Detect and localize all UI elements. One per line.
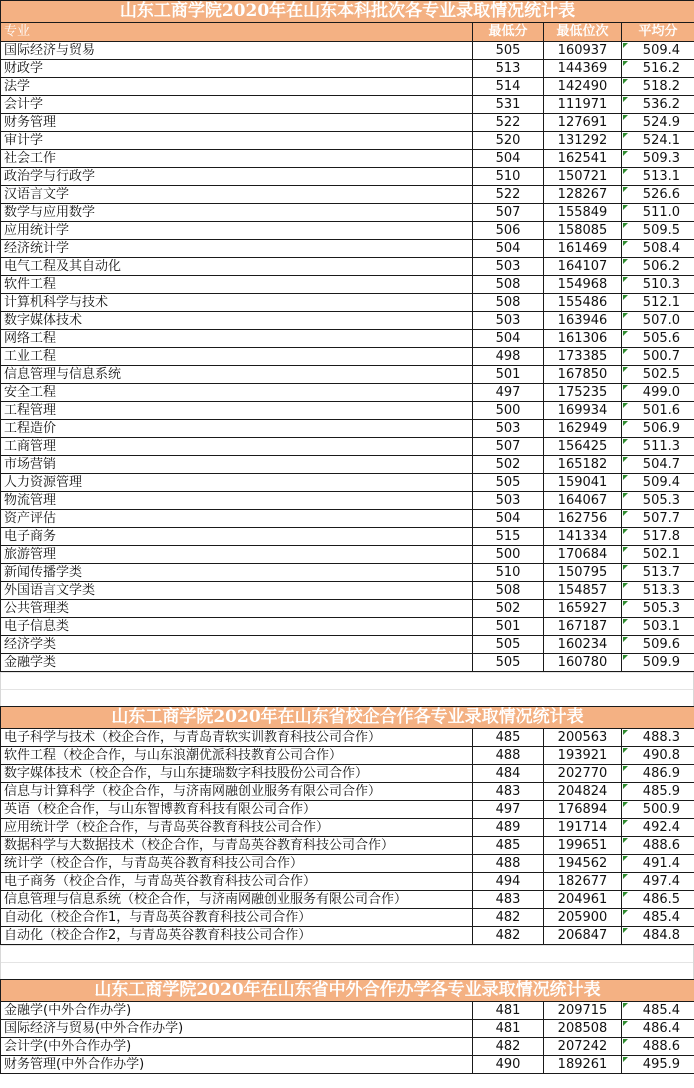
avg-score-cell[interactable]: 505.6 (622, 330, 694, 348)
table-row (1, 60, 694, 78)
table-row (1, 801, 694, 819)
table-row (1, 78, 694, 96)
major-cell[interactable]: 新闻传播学类 (1, 564, 473, 582)
avg-score-cell[interactable]: 488.3 (622, 729, 694, 747)
table-row (1, 456, 694, 474)
avg-score-cell[interactable]: 486.5 (622, 891, 694, 909)
table-title[interactable]: 山东工商学院2020年在山东本科批次各专业录取情况统计表 (1, 1, 694, 23)
min-score-cell[interactable]: 481 (473, 1020, 544, 1038)
min-rank-cell[interactable]: 207242 (544, 1038, 622, 1056)
major-cell[interactable]: 工业工程 (1, 348, 473, 366)
table-row (1, 765, 694, 783)
min-score-cell[interactable]: 513 (473, 60, 544, 78)
major-cell[interactable]: 电子信息类 (1, 618, 473, 636)
min-rank-cell[interactable]: 204824 (544, 783, 622, 801)
major-cell[interactable]: 信息管理与信息系统（校企合作，与济南网融创业服务有限公司合作） (1, 891, 473, 909)
min-score-cell[interactable]: 522 (473, 114, 544, 132)
major-cell[interactable]: 会计学 (1, 96, 473, 114)
table-title[interactable]: 山东工商学院2020年在山东省校企合作各专业录取情况统计表 (1, 707, 694, 729)
min-rank-cell[interactable]: 204961 (544, 891, 622, 909)
table-row (1, 510, 694, 528)
major-cell[interactable]: 网络工程 (1, 330, 473, 348)
major-cell[interactable]: 财政学 (1, 60, 473, 78)
avg-score-cell[interactable]: 502.1 (622, 546, 694, 564)
avg-score-cell[interactable]: 485.4 (622, 909, 694, 927)
min-rank-cell[interactable]: 200563 (544, 729, 622, 747)
min-rank-cell[interactable]: 161469 (544, 240, 622, 258)
major-cell[interactable]: 旅游管理 (1, 546, 473, 564)
min-score-cell[interactable]: 498 (473, 348, 544, 366)
table-row (1, 294, 694, 312)
min-score-cell[interactable]: 501 (473, 366, 544, 384)
min-score-cell[interactable]: 514 (473, 78, 544, 96)
table-row (1, 636, 694, 654)
min-score-cell[interactable]: 502 (473, 456, 544, 474)
major-cell[interactable]: 数字媒体技术 (1, 312, 473, 330)
min-score-cell[interactable]: 485 (473, 729, 544, 747)
table-row (1, 258, 694, 276)
table-title-row (1, 1, 694, 23)
major-cell[interactable]: 资产评估 (1, 510, 473, 528)
table-row (1, 42, 694, 60)
avg-score-cell[interactable]: 508.4 (622, 240, 694, 258)
min-score-cell[interactable]: 505 (473, 654, 544, 672)
min-rank-cell[interactable]: 202770 (544, 765, 622, 783)
min-rank-cell[interactable]: 162949 (544, 420, 622, 438)
avg-score-cell[interactable]: 488.6 (622, 837, 694, 855)
avg-score-cell[interactable]: 518.2 (622, 78, 694, 96)
avg-score-cell[interactable]: 497.4 (622, 873, 694, 891)
avg-score-cell[interactable]: 505.3 (622, 600, 694, 618)
min-score-cell[interactable]: 503 (473, 312, 544, 330)
min-rank-cell[interactable]: 162756 (544, 510, 622, 528)
min-rank-cell[interactable]: 154857 (544, 582, 622, 600)
min-rank-cell[interactable]: 161306 (544, 330, 622, 348)
avg-score-cell[interactable]: 503.1 (622, 618, 694, 636)
avg-score-cell[interactable]: 516.2 (622, 60, 694, 78)
min-score-cell[interactable]: 504 (473, 240, 544, 258)
avg-score-cell[interactable]: 502.5 (622, 366, 694, 384)
min-rank-cell[interactable]: 111971 (544, 96, 622, 114)
avg-score-cell[interactable]: 485.9 (622, 783, 694, 801)
table-row (1, 855, 694, 873)
table-row (1, 1020, 694, 1038)
min-rank-cell[interactable]: 167187 (544, 618, 622, 636)
avg-score-cell[interactable]: 509.3 (622, 150, 694, 168)
table-row (1, 546, 694, 564)
avg-score-cell[interactable]: 499.0 (622, 384, 694, 402)
major-cell[interactable]: 财务管理 (1, 114, 473, 132)
major-cell[interactable]: 计算机科学与技术 (1, 294, 473, 312)
avg-score-cell[interactable]: 513.3 (622, 582, 694, 600)
table-row (1, 1002, 694, 1020)
avg-score-cell[interactable]: 484.8 (622, 927, 694, 945)
min-rank-cell[interactable]: 128267 (544, 186, 622, 204)
table-row (1, 312, 694, 330)
min-score-cell[interactable]: 504 (473, 150, 544, 168)
min-score-cell[interactable]: 531 (473, 96, 544, 114)
avg-score-cell[interactable]: 492.4 (622, 819, 694, 837)
min-rank-cell[interactable]: 165927 (544, 600, 622, 618)
min-rank-cell[interactable]: 199651 (544, 837, 622, 855)
avg-score-cell[interactable]: 507.0 (622, 312, 694, 330)
table-row (1, 366, 694, 384)
table-row (1, 330, 694, 348)
table-row (1, 114, 694, 132)
table-row (1, 729, 694, 747)
table-row (1, 474, 694, 492)
min-rank-cell[interactable]: 194562 (544, 855, 622, 873)
avg-score-cell[interactable]: 500.7 (622, 348, 694, 366)
major-cell[interactable]: 软件工程 (1, 276, 473, 294)
min-score-cell[interactable]: 508 (473, 294, 544, 312)
min-score-cell[interactable]: 522 (473, 186, 544, 204)
min-rank-cell[interactable]: 193921 (544, 747, 622, 765)
avg-score-cell[interactable]: 507.7 (622, 510, 694, 528)
avg-score-cell[interactable]: 504.7 (622, 456, 694, 474)
min-rank-cell[interactable]: 162541 (544, 150, 622, 168)
table-row (1, 654, 694, 672)
min-score-cell[interactable]: 503 (473, 258, 544, 276)
avg-score-cell[interactable]: 512.1 (622, 294, 694, 312)
min-score-cell[interactable]: 510 (473, 564, 544, 582)
table-row (1, 204, 694, 222)
major-cell[interactable]: 金融学类 (1, 654, 473, 672)
table-row (1, 384, 694, 402)
min-rank-cell[interactable]: 160234 (544, 636, 622, 654)
major-cell[interactable]: 法学 (1, 78, 473, 96)
avg-score-cell[interactable]: 524.1 (622, 132, 694, 150)
avg-score-cell[interactable]: 524.9 (622, 114, 694, 132)
min-score-cell[interactable]: 497 (473, 384, 544, 402)
min-rank-cell[interactable]: 191714 (544, 819, 622, 837)
table-row (1, 564, 694, 582)
major-cell[interactable]: 金融学(中外合作办学) (1, 1002, 473, 1020)
min-rank-cell[interactable]: 173385 (544, 348, 622, 366)
major-cell[interactable]: 社会工作 (1, 150, 473, 168)
min-rank-cell[interactable]: 150795 (544, 564, 622, 582)
table-title-row (1, 707, 694, 729)
major-cell[interactable]: 软件工程（校企合作，与山东浪潮优派科技教育公司合作） (1, 747, 473, 765)
table-title[interactable]: 山东工商学院2020年在山东省中外合作办学各专业录取情况统计表 (1, 980, 694, 1002)
min-score-cell[interactable]: 488 (473, 747, 544, 765)
table-row (1, 348, 694, 366)
min-score-cell[interactable]: 489 (473, 819, 544, 837)
major-cell[interactable]: 汉语言文学 (1, 186, 473, 204)
avg-score-cell[interactable]: 485.4 (622, 1002, 694, 1020)
table-row (1, 1056, 694, 1074)
min-rank-cell[interactable]: 169934 (544, 402, 622, 420)
avg-score-cell[interactable]: 511.3 (622, 438, 694, 456)
table-row (1, 819, 694, 837)
min-rank-cell[interactable]: 160780 (544, 654, 622, 672)
avg-score-cell[interactable]: 526.6 (622, 186, 694, 204)
major-cell[interactable]: 物流管理 (1, 492, 473, 510)
major-cell[interactable]: 数学与应用数学 (1, 204, 473, 222)
min-score-cell[interactable]: 482 (473, 927, 544, 945)
major-cell[interactable]: 英语（校企合作，与山东智博教育科技有限公司合作） (1, 801, 473, 819)
min-score-cell[interactable]: 503 (473, 492, 544, 510)
major-cell[interactable]: 数据科学与大数据技术（校企合作，与青岛英谷教育科技公司合作） (1, 837, 473, 855)
min-score-cell[interactable]: 507 (473, 438, 544, 456)
major-cell[interactable]: 国际经济与贸易 (1, 42, 473, 60)
min-rank-cell[interactable]: 209715 (544, 1002, 622, 1020)
min-rank-cell[interactable]: 160937 (544, 42, 622, 60)
min-rank-cell[interactable]: 141334 (544, 528, 622, 546)
avg-score-cell[interactable]: 509.4 (622, 42, 694, 60)
min-score-cell[interactable]: 481 (473, 1002, 544, 1020)
min-rank-cell[interactable]: 208508 (544, 1020, 622, 1038)
table-row (1, 873, 694, 891)
major-cell[interactable]: 电子商务 (1, 528, 473, 546)
min-score-cell[interactable]: 505 (473, 636, 544, 654)
table-row (1, 240, 694, 258)
major-cell[interactable]: 工程造价 (1, 420, 473, 438)
min-score-cell[interactable]: 503 (473, 420, 544, 438)
major-cell[interactable]: 应用统计学 (1, 222, 473, 240)
avg-score-cell[interactable]: 500.9 (622, 801, 694, 819)
table-row (1, 150, 694, 168)
min-rank-cell[interactable]: 144369 (544, 60, 622, 78)
major-cell[interactable]: 经济统计学 (1, 240, 473, 258)
avg-score-cell[interactable]: 491.4 (622, 855, 694, 873)
major-cell[interactable]: 统计学（校企合作，与青岛英谷教育科技公司合作） (1, 855, 473, 873)
avg-score-cell[interactable]: 517.8 (622, 528, 694, 546)
min-score-cell[interactable]: 483 (473, 891, 544, 909)
major-cell[interactable]: 政治学与行政学 (1, 168, 473, 186)
major-cell[interactable]: 审计学 (1, 132, 473, 150)
major-cell[interactable]: 信息管理与信息系统 (1, 366, 473, 384)
table-coop (0, 706, 694, 945)
min-rank-cell[interactable]: 175235 (544, 384, 622, 402)
min-rank-cell[interactable]: 156425 (544, 438, 622, 456)
avg-score-cell[interactable]: 501.6 (622, 402, 694, 420)
min-score-cell[interactable]: 482 (473, 1038, 544, 1056)
table-title-row (1, 980, 694, 1002)
min-score-cell[interactable]: 483 (473, 783, 544, 801)
table-row (1, 438, 694, 456)
table-row (1, 276, 694, 294)
blank-rows (0, 672, 694, 706)
major-cell[interactable]: 自动化（校企合作1，与青岛英谷教育科技公司合作） (1, 909, 473, 927)
table-row (1, 222, 694, 240)
major-cell[interactable]: 信息与计算科学（校企合作，与济南网融创业服务有限公司合作） (1, 783, 473, 801)
avg-score-cell[interactable]: 509.5 (622, 222, 694, 240)
avg-score-cell[interactable]: 506.9 (622, 420, 694, 438)
major-cell[interactable]: 工程管理 (1, 402, 473, 420)
min-rank-cell[interactable]: 131292 (544, 132, 622, 150)
header-row (1, 23, 694, 42)
min-score-cell[interactable]: 490 (473, 1056, 544, 1074)
min-rank-cell[interactable]: 164067 (544, 492, 622, 510)
major-cell[interactable]: 电子商务（校企合作，与青岛英谷教育科技公司合作） (1, 873, 473, 891)
table-row (1, 528, 694, 546)
table-row (1, 837, 694, 855)
avg-score-cell[interactable]: 509.9 (622, 654, 694, 672)
major-cell[interactable]: 外国语言文学类 (1, 582, 473, 600)
table-row (1, 132, 694, 150)
avg-score-cell[interactable]: 509.6 (622, 636, 694, 654)
min-score-cell[interactable]: 502 (473, 600, 544, 618)
table-row (1, 891, 694, 909)
table-row (1, 927, 694, 945)
min-score-cell[interactable]: 488 (473, 855, 544, 873)
min-rank-cell[interactable]: 155849 (544, 204, 622, 222)
min-rank-cell[interactable]: 155486 (544, 294, 622, 312)
major-cell[interactable]: 工商管理 (1, 438, 473, 456)
table-row (1, 747, 694, 765)
major-cell[interactable]: 市场营销 (1, 456, 473, 474)
major-cell[interactable]: 电子科学与技术（校企合作，与青岛青软实训教育科技公司合作） (1, 729, 473, 747)
table-row (1, 582, 694, 600)
min-score-cell[interactable]: 504 (473, 330, 544, 348)
major-cell[interactable]: 应用统计学（校企合作，与青岛英谷教育科技公司合作） (1, 819, 473, 837)
major-cell[interactable]: 安全工程 (1, 384, 473, 402)
min-rank-cell[interactable]: 154968 (544, 276, 622, 294)
min-rank-cell[interactable]: 164107 (544, 258, 622, 276)
min-score-cell[interactable]: 508 (473, 276, 544, 294)
major-cell[interactable]: 公共管理类 (1, 600, 473, 618)
min-score-cell[interactable]: 506 (473, 222, 544, 240)
min-score-cell[interactable]: 505 (473, 474, 544, 492)
min-score-cell[interactable]: 484 (473, 765, 544, 783)
major-cell[interactable]: 电气工程及其自动化 (1, 258, 473, 276)
min-rank-cell[interactable]: 127691 (544, 114, 622, 132)
avg-score-cell[interactable]: 488.6 (622, 1038, 694, 1056)
major-cell[interactable]: 经济学类 (1, 636, 473, 654)
avg-score-cell[interactable]: 490.8 (622, 747, 694, 765)
min-rank-cell[interactable]: 165182 (544, 456, 622, 474)
min-score-cell[interactable]: 482 (473, 909, 544, 927)
table-row (1, 783, 694, 801)
table-row (1, 600, 694, 618)
blank-rows (0, 945, 694, 979)
min-rank-cell[interactable]: 158085 (544, 222, 622, 240)
table-row (1, 186, 694, 204)
min-score-cell[interactable]: 507 (473, 204, 544, 222)
avg-score-cell[interactable]: 486.9 (622, 765, 694, 783)
header-major[interactable]: 专业 (1, 23, 473, 42)
min-score-cell[interactable]: 520 (473, 132, 544, 150)
min-score-cell[interactable]: 494 (473, 873, 544, 891)
min-rank-cell[interactable]: 167850 (544, 366, 622, 384)
min-score-cell[interactable]: 485 (473, 837, 544, 855)
table-row (1, 96, 694, 114)
min-score-cell[interactable]: 505 (473, 42, 544, 60)
min-rank-cell[interactable]: 176894 (544, 801, 622, 819)
min-score-cell[interactable]: 497 (473, 801, 544, 819)
min-score-cell[interactable]: 500 (473, 546, 544, 564)
min-score-cell[interactable]: 500 (473, 402, 544, 420)
header-avg-score[interactable]: 平均分 (622, 23, 694, 42)
avg-score-cell[interactable]: 511.0 (622, 204, 694, 222)
avg-score-cell[interactable]: 513.1 (622, 168, 694, 186)
major-cell[interactable]: 数字媒体技术（校企合作，与山东捷瑞数字科技股份公司合作） (1, 765, 473, 783)
avg-score-cell[interactable]: 509.4 (622, 474, 694, 492)
min-rank-cell[interactable]: 142490 (544, 78, 622, 96)
min-rank-cell[interactable]: 189261 (544, 1056, 622, 1074)
min-rank-cell[interactable]: 182677 (544, 873, 622, 891)
min-rank-cell[interactable]: 150721 (544, 168, 622, 186)
avg-score-cell[interactable]: 513.7 (622, 564, 694, 582)
table-row (1, 618, 694, 636)
header-min-score[interactable]: 最低分 (473, 23, 544, 42)
major-cell[interactable]: 人力资源管理 (1, 474, 473, 492)
avg-score-cell[interactable]: 505.3 (622, 492, 694, 510)
min-rank-cell[interactable]: 170684 (544, 546, 622, 564)
avg-score-cell[interactable]: 510.3 (622, 276, 694, 294)
table-row (1, 909, 694, 927)
header-min-rank[interactable]: 最低位次 (544, 23, 622, 42)
avg-score-cell[interactable]: 506.2 (622, 258, 694, 276)
min-rank-cell[interactable]: 205900 (544, 909, 622, 927)
min-rank-cell[interactable]: 206847 (544, 927, 622, 945)
avg-score-cell[interactable]: 486.4 (622, 1020, 694, 1038)
min-rank-cell[interactable]: 163946 (544, 312, 622, 330)
major-cell[interactable]: 财务管理(中外合作办学) (1, 1056, 473, 1074)
major-cell[interactable]: 会计学(中外合作办学) (1, 1038, 473, 1056)
table-sino-foreign (0, 979, 694, 1074)
table-row (1, 168, 694, 186)
table-row (1, 420, 694, 438)
table-row (1, 402, 694, 420)
min-score-cell[interactable]: 501 (473, 618, 544, 636)
major-cell[interactable]: 国际经济与贸易(中外合作办学) (1, 1020, 473, 1038)
min-score-cell[interactable]: 510 (473, 168, 544, 186)
min-rank-cell[interactable]: 159041 (544, 474, 622, 492)
avg-score-cell[interactable]: 536.2 (622, 96, 694, 114)
table-row (1, 1038, 694, 1056)
min-score-cell[interactable]: 504 (473, 510, 544, 528)
min-score-cell[interactable]: 515 (473, 528, 544, 546)
min-score-cell[interactable]: 508 (473, 582, 544, 600)
table-row (1, 492, 694, 510)
major-cell[interactable]: 自动化（校企合作2，与青岛英谷教育科技公司合作） (1, 927, 473, 945)
avg-score-cell[interactable]: 495.9 (622, 1056, 694, 1074)
